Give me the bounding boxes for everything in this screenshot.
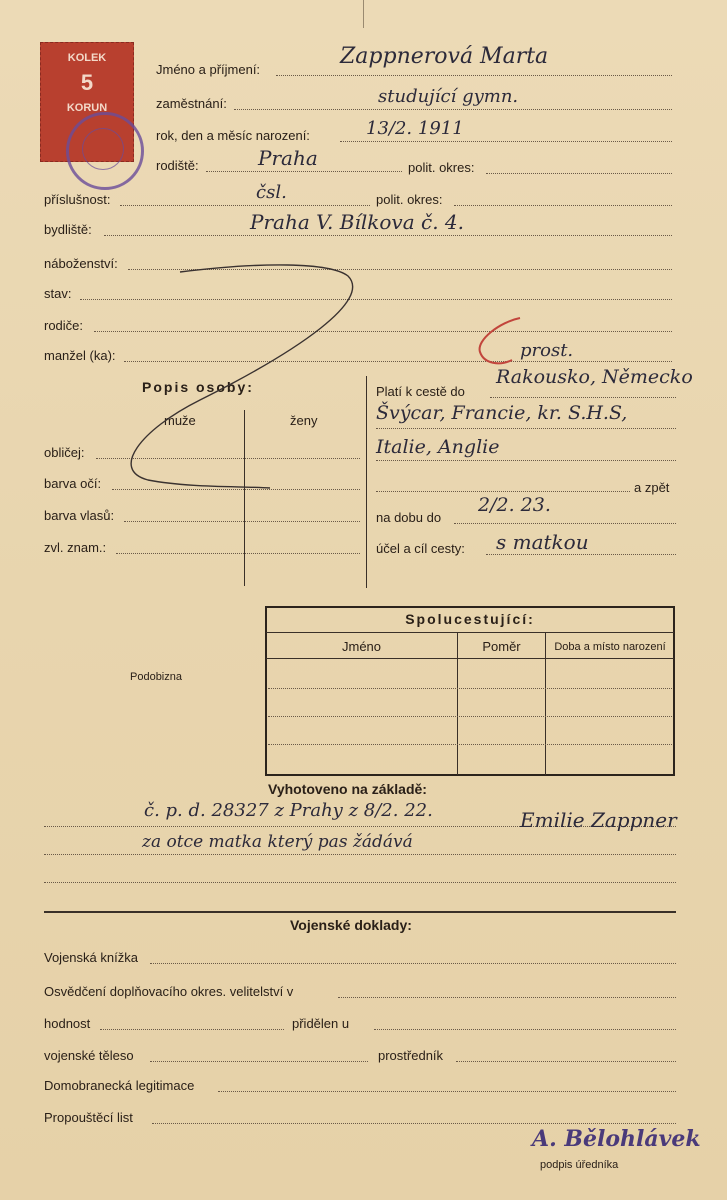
description-row-hair: barva vlasů:	[44, 508, 115, 523]
stamp-text-top: KOLEK	[67, 52, 107, 64]
companions-header-name: Jméno	[341, 639, 382, 654]
travel-period-label: na dobu do	[376, 510, 442, 525]
military-book-label: Vojenská knížka	[44, 950, 138, 965]
description-row-face: obličej:	[44, 445, 85, 460]
military-rank-label: hodnost	[44, 1016, 91, 1031]
citizenship-label: příslušnost:	[44, 192, 111, 207]
residence-value: Praha V. Bílkova č. 4.	[250, 210, 464, 234]
travel-countries-1: Rakousko, Německo	[496, 366, 693, 388]
travel-period-value: 2/2. 23.	[478, 494, 551, 516]
travel-countries-2: Švýcar, Francie, kr. S.H.S,	[376, 402, 628, 424]
basis-line-1: č. p. d. 28327 z Prahy z 8/2. 22.	[144, 800, 433, 821]
birth-label: rok, den a měsíc narození:	[156, 128, 310, 143]
military-intermediary-label: prostředník	[378, 1048, 444, 1063]
description-col-men: muže	[164, 413, 196, 428]
spouse-label: manžel (ka):	[44, 348, 116, 363]
residence-label: bydliště:	[44, 222, 92, 237]
official-signature: A. Bělohlávek	[532, 1126, 701, 1152]
parents-label: rodiče:	[44, 318, 84, 333]
travel-purpose-label: účel a cíl cesty:	[376, 541, 465, 556]
companions-title: Spolucestující:	[405, 611, 535, 627]
religion-label: náboženství:	[44, 256, 118, 271]
military-home-guard-label: Domobranecká legitimace	[44, 1078, 195, 1093]
companions-header-birth: Doba a místo narození	[554, 641, 666, 653]
spouse-value: prost.	[520, 340, 574, 361]
travel-valid-label: Platí k cestě do	[376, 384, 465, 399]
description-title: Popis osoby:	[142, 379, 254, 395]
citizenship-value: čsl.	[256, 182, 287, 203]
large-pencil-stroke	[131, 265, 353, 488]
companions-header-relation: Poměr	[482, 639, 521, 654]
description-row-eyes: barva očí:	[44, 476, 102, 491]
job-value: studující gymn.	[378, 86, 519, 107]
stamp-text-bottom: KORUN	[66, 102, 108, 114]
birth-value: 13/2. 1911	[366, 118, 464, 139]
travel-purpose-value: s matkou	[496, 530, 589, 554]
polit-district-label-1: polit. okres:	[408, 160, 475, 175]
travel-countries-3: Italie, Anglie	[376, 436, 500, 458]
photo-label: Podobizna	[130, 671, 182, 683]
military-discharge-label: Propouštěcí list	[44, 1110, 133, 1125]
basis-line-2: za otce matka který pas žádává	[142, 832, 413, 852]
job-label: zaměstnání:	[156, 96, 227, 111]
travel-back-label: a zpět	[634, 480, 670, 495]
military-certificate-label: Osvědčení doplňovacího okres. velitelství v	[44, 984, 294, 999]
name-value: Zappnerová Marta	[340, 44, 549, 69]
stamp-text-value: 5	[80, 70, 94, 95]
red-pencil-mark	[480, 318, 520, 363]
basis-signature: Emilie Zappner	[520, 808, 677, 832]
birthplace-value: Praha	[258, 146, 318, 170]
name-label: Jméno a příjmení:	[156, 62, 261, 77]
military-title: Vojenské doklady:	[290, 917, 412, 933]
birthplace-label: rodiště:	[156, 158, 199, 173]
description-row-marks: zvl. znam.:	[44, 540, 107, 555]
status-label: stav:	[44, 286, 72, 301]
military-assigned-label: přidělen u	[292, 1016, 350, 1031]
polit-district-label-2: polit. okres:	[376, 192, 443, 207]
basis-title: Vyhotoveno na základě:	[268, 781, 427, 797]
description-col-women: ženy	[290, 413, 318, 428]
official-signature-caption: podpis úředníka	[540, 1159, 619, 1171]
military-unit-label: vojenské těleso	[44, 1048, 134, 1063]
